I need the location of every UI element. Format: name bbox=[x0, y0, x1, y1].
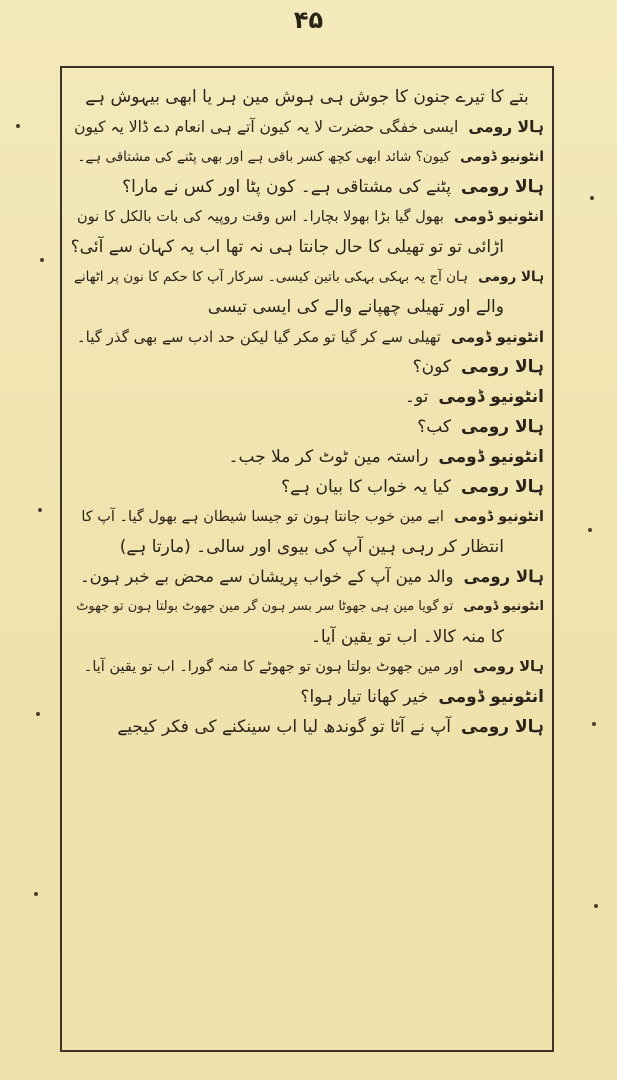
text-line bbox=[70, 442, 544, 472]
margin-speck bbox=[590, 196, 594, 200]
dialogue-line: پٹنے کی مشتاقی ہے۔ کون پٹا اور کس نے مارا؟ bbox=[122, 177, 451, 197]
margin-speck bbox=[36, 712, 40, 716]
text-line bbox=[70, 232, 544, 262]
text-line bbox=[70, 352, 544, 382]
speaker-name: انٹونیو ڈومی bbox=[438, 447, 544, 467]
speaker-name: ہالا رومی bbox=[461, 357, 544, 377]
speaker-name: انٹونیو ڈومی bbox=[463, 599, 544, 614]
margin-speck bbox=[38, 508, 42, 512]
text-line bbox=[70, 112, 544, 142]
speaker-name: ہالا رومی bbox=[478, 269, 544, 285]
margin-speck bbox=[594, 904, 598, 908]
margin-speck bbox=[34, 892, 38, 896]
dialogue-line: تو۔ bbox=[404, 387, 429, 407]
dialogue-line: خیر کھانا تیار ہوا؟ bbox=[300, 687, 429, 707]
dialogue-line: اور مین جھوٹ بولتا ہون تو جھوٹے کا منہ گورا۔ اب تو یقین آیا۔ bbox=[83, 659, 464, 675]
speaker-name: انٹونیو ڈومی bbox=[453, 509, 544, 525]
speaker-name: انٹونیو ڈومی bbox=[438, 387, 544, 407]
dialogue-line: بھول گیا بڑا بھولا بچارا۔ اس وقت روپیہ کی بات بالکل کا نون bbox=[77, 209, 444, 225]
dialogue-line: آپ نے آٹا تو گوندھ لیا اب سینکنے کی فکر کیجیے bbox=[117, 717, 451, 737]
speaker-name: انٹونیو ڈومی bbox=[438, 687, 544, 707]
speaker-name: انٹونیو ڈومی bbox=[453, 209, 544, 225]
dialogue-line: والد مین آپ کے خواب پریشان سے محض بے خبر ہون۔ bbox=[80, 567, 454, 586]
text-line bbox=[70, 592, 544, 622]
text-line bbox=[70, 382, 544, 412]
speaker-name: ہالا رومی bbox=[461, 177, 544, 197]
text-line bbox=[70, 472, 544, 502]
speaker-name: ہالا رومی bbox=[461, 717, 544, 737]
dialogue-line: راستہ مین ٹوٹ کر ملا جب۔ bbox=[228, 447, 429, 467]
dialogue-line: ابے مین خوب جانتا ہون تو جیسا شیطان ہے بھول گیا۔ آپ کا bbox=[81, 509, 444, 525]
dialogue-line: کیا یہ خواب کا بیان ہے؟ bbox=[281, 477, 451, 497]
text-line bbox=[70, 652, 544, 682]
dialogue-line: کب؟ bbox=[417, 417, 451, 437]
dialogue-line: ایسی خفگی حضرت لا یہ کیون آتے ہی انعام دے ڈالا یہ کیون bbox=[74, 118, 459, 136]
text-line bbox=[70, 532, 544, 562]
dialogue-line: والے اور تھیلی چھپانے والے کی ایسی تیسی bbox=[207, 297, 504, 317]
dialogue-line: کیون؟ شائد ابھی کچھ کسر باقی ہے اور بھی پٹنے کی مشتاقی ہے۔ bbox=[77, 149, 451, 165]
page-number: ۴۵ bbox=[293, 6, 324, 34]
dialogue-line: کون؟ bbox=[412, 357, 451, 377]
speaker-name: انٹونیو ڈومی bbox=[450, 328, 544, 346]
text-line bbox=[70, 142, 544, 172]
text-line bbox=[70, 502, 544, 532]
margin-speck bbox=[40, 258, 44, 262]
speaker-name: انٹونیو ڈومی bbox=[460, 149, 544, 165]
dialogue-line: بتے کا تیرے جنون کا جوش ہی ہوش مین ہر یا ابھی بیہوش ہے bbox=[85, 87, 529, 107]
text-line bbox=[70, 412, 544, 442]
dialogue-line: اڑائی تو تو تھیلی کا حال جانتا ہی نہ تھا اب یہ کہان سے آئی؟ bbox=[70, 237, 504, 257]
text-line bbox=[70, 682, 544, 712]
text-line bbox=[70, 622, 544, 652]
dialogue-line: ہان آج یہ بہکی بہکی باتین کیسی۔ سرکار آپ کا حکم کا نون پر اٹھانے bbox=[73, 269, 469, 285]
dialogue-line: انتظار کر رہی ہین آپ کی بیوی اور سالی۔ (مارتا ہے) bbox=[119, 537, 504, 557]
speaker-name: ہالا رومی bbox=[473, 659, 544, 675]
margin-speck bbox=[16, 124, 20, 128]
text-line bbox=[70, 322, 544, 352]
text-line bbox=[70, 292, 544, 322]
text-line bbox=[70, 562, 544, 592]
text-line bbox=[70, 172, 544, 202]
dialogue-text bbox=[70, 82, 544, 742]
text-line bbox=[70, 712, 544, 742]
speaker-name: ہالا رومی bbox=[463, 567, 544, 586]
speaker-name: ہالا رومی bbox=[461, 477, 544, 497]
speaker-name: ہالا رومی bbox=[468, 118, 544, 136]
text-line bbox=[70, 82, 544, 112]
margin-speck bbox=[588, 528, 592, 532]
text-line bbox=[70, 262, 544, 292]
speaker-name: ہالا رومی bbox=[461, 417, 544, 437]
dialogue-line: تھیلی سے کر گیا تو مکر گیا لیکن حد ادب سے بھی گذر گیا۔ bbox=[76, 328, 441, 346]
margin-speck bbox=[592, 722, 596, 726]
dialogue-line: کا منہ کالا۔ اب تو یقین آیا۔ bbox=[310, 627, 504, 647]
dialogue-line: تو گویا مین ہی جھوٹا سر بسر ہون گر مین جھوٹ بولتا ہون تو جھوٹ bbox=[76, 599, 454, 614]
text-line bbox=[70, 202, 544, 232]
